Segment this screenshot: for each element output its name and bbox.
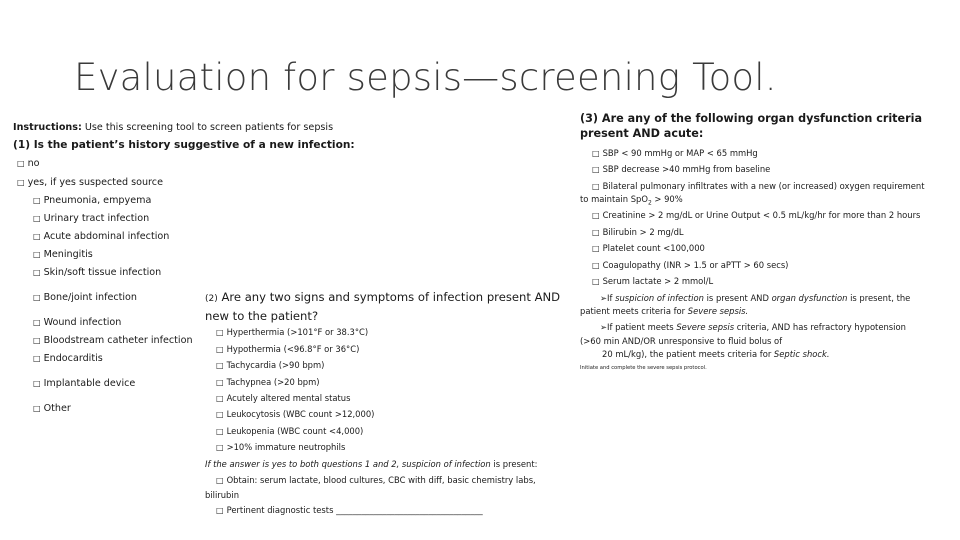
option-label: Other — [43, 403, 71, 414]
checkbox-icon: □ — [33, 293, 41, 302]
option-label: SBP < 90 mmHg or MAP < 65 mmHg — [602, 148, 758, 158]
if-text-emphasis: suspicion of infection — [401, 459, 491, 469]
source-implantable[interactable] — [33, 378, 135, 389]
checkbox-icon: □ — [592, 149, 600, 158]
note-emphasis: Severe sepsis — [676, 322, 735, 332]
checkbox-icon: □ — [216, 410, 224, 419]
criteria-sbp[interactable] — [592, 148, 758, 158]
checkbox-icon: □ — [216, 378, 224, 387]
option-label: Bloodstream catheter infection — [43, 335, 193, 346]
criteria-coagulopathy[interactable] — [592, 260, 788, 270]
source-pneumonia[interactable] — [33, 195, 151, 206]
checkbox-icon: □ — [216, 506, 224, 515]
checkbox-icon: □ — [216, 394, 224, 403]
option-label: Acute abdominal infection — [43, 231, 170, 242]
checkbox-icon: □ — [33, 354, 41, 363]
note-emphasis: suspicion of infection — [615, 293, 704, 303]
sign-leukopenia[interactable] — [216, 426, 363, 436]
option-label: Hyperthermia (>101°F or 38.3°C) — [226, 327, 369, 337]
q2-number: (2) — [205, 294, 218, 304]
source-skin[interactable] — [33, 267, 161, 278]
source-abdominal[interactable] — [33, 231, 169, 242]
checkbox-icon: □ — [592, 211, 600, 220]
option-label: Bone/joint infection — [43, 292, 137, 303]
source-wound[interactable] — [33, 317, 121, 328]
spo2-text: to maintain SpO — [580, 194, 648, 204]
sign-leukocytosis[interactable] — [216, 409, 374, 419]
sign-mental-status[interactable] — [216, 393, 350, 403]
criteria-lactate[interactable] — [592, 276, 713, 286]
source-other[interactable] — [33, 403, 71, 414]
sign-hyperthermia[interactable] — [216, 327, 368, 337]
instructions-label: Instructions: — [13, 122, 82, 133]
instructions — [13, 122, 333, 133]
option-label: >10% immature neutrophils — [226, 442, 346, 452]
option-label: Obtain: serum lactate, blood cultures, CBC with diff, basic chemistry labs, — [226, 475, 536, 485]
option-label: Leukopenia (WBC count <4,000) — [226, 426, 364, 436]
criteria-bilateral-infiltrates[interactable] — [592, 181, 925, 191]
checkbox-icon: □ — [33, 232, 41, 241]
source-endocarditis[interactable] — [33, 353, 103, 364]
option-label: Pneumonia, empyema — [43, 195, 152, 206]
checkbox-icon: □ — [592, 182, 600, 191]
note-text: patient meets criteria for — [580, 306, 688, 316]
q3-heading: (3) Are any of the following organ dysfunction criteria present AND acute: — [580, 112, 923, 140]
checkbox-icon: □ — [17, 178, 25, 187]
spo2-subscript: 2 — [647, 199, 652, 207]
instructions-text: Use this screening tool to screen patients for sepsis — [81, 122, 334, 133]
option-label: Meningitis — [43, 249, 93, 260]
q2-heading — [205, 289, 575, 325]
option-label: Serum lactate > 2 mmol/L — [602, 276, 714, 286]
option-label: Coagulopathy (INR > 1.5 or aPTT > 60 secs) — [602, 260, 789, 270]
pertinent-tests-option[interactable] — [216, 505, 483, 515]
obtain-labs-continued: bilirubin — [205, 490, 239, 500]
q1-yes-option[interactable] — [17, 177, 163, 188]
checkbox-icon: □ — [33, 196, 41, 205]
checkbox-icon: □ — [216, 476, 224, 485]
spo2-threshold: > 90% — [651, 194, 683, 204]
q2-heading-text: Are any two signs and symptoms of infection present AND new to the patient? — [205, 290, 561, 323]
option-label: Bilirubin > 2 mg/dL — [602, 227, 684, 237]
obtain-labs-option[interactable] — [216, 475, 536, 485]
checkbox-icon: □ — [592, 165, 600, 174]
source-bloodstream[interactable] — [33, 335, 193, 346]
checkbox-icon: □ — [216, 443, 224, 452]
criteria-bilateral-continued — [580, 194, 683, 207]
checkbox-icon: □ — [216, 345, 224, 354]
checkbox-icon: □ — [33, 379, 41, 388]
option-label: Skin/soft tissue infection — [43, 267, 162, 278]
note-emphasis: Severe sepsis. — [687, 306, 749, 316]
checkbox-icon: □ — [33, 250, 41, 259]
if-text-end: is present: — [490, 459, 538, 469]
checkbox-icon: □ — [592, 228, 600, 237]
note-text: is present, the — [847, 293, 911, 303]
option-label: Urinary tract infection — [43, 213, 150, 224]
option-label: Tachypnea (>20 bpm) — [226, 377, 320, 387]
severe-sepsis-note-continued — [580, 306, 748, 316]
page-title: Evaluation for sepsis—screening Tool. — [74, 56, 777, 99]
criteria-sbp-decrease[interactable] — [592, 164, 770, 174]
checkbox-icon: □ — [33, 336, 41, 345]
note-emphasis: organ dysfunction — [771, 293, 848, 303]
option-label: Endocarditis — [43, 353, 103, 364]
if-text: If the answer is yes to both questions 1 and 2, — [205, 459, 402, 469]
septic-shock-note — [600, 322, 906, 332]
sign-hypothermia[interactable] — [216, 344, 359, 354]
sign-tachypnea[interactable] — [216, 377, 320, 387]
checkbox-icon: □ — [17, 159, 25, 168]
checkbox-icon: □ — [33, 214, 41, 223]
checkbox-icon: □ — [216, 361, 224, 370]
severe-sepsis-note — [600, 293, 910, 303]
criteria-creatinine[interactable] — [592, 210, 920, 220]
option-label: no — [27, 158, 40, 169]
checkbox-icon: □ — [592, 244, 600, 253]
option-label: Acutely altered mental status — [226, 393, 351, 403]
checkbox-icon: □ — [592, 261, 600, 270]
checkbox-icon: □ — [216, 427, 224, 436]
sign-tachycardia[interactable] — [216, 360, 324, 370]
source-meningitis[interactable] — [33, 249, 93, 260]
q2-if-statement — [205, 459, 537, 469]
note-text: ➢If patient meets — [600, 322, 677, 332]
septic-shock-note-line3 — [602, 349, 830, 359]
septic-shock-note-line2: (>60 min AND/OR unresponsive to fluid bolus of — [580, 336, 783, 346]
option-label: Tachycardia (>90 bpm) — [226, 360, 325, 370]
sign-immature-neutrophils[interactable] — [216, 442, 345, 452]
option-label: Implantable device — [43, 378, 136, 389]
note-text: 20 mL/kg), the patient meets criteria for — [602, 349, 774, 359]
option-label: yes, if yes suspected source — [27, 177, 163, 188]
option-label: Platelet count <100,000 — [602, 243, 705, 253]
source-bone-joint[interactable] — [33, 292, 137, 303]
checkbox-icon: □ — [216, 328, 224, 337]
source-uti[interactable] — [33, 213, 149, 224]
checkbox-icon: □ — [33, 318, 41, 327]
option-label: Bilateral pulmonary infiltrates with a new (or increased) oxygen requirement — [602, 181, 925, 191]
option-label: Leukocytosis (WBC count >12,000) — [226, 409, 375, 419]
note-text: criteria, AND has refractory hypotension — [734, 322, 906, 332]
option-label: Wound infection — [43, 317, 122, 328]
note-emphasis: Septic shock. — [773, 349, 830, 359]
checkbox-icon: □ — [33, 268, 41, 277]
option-label: SBP decrease >40 mmHg from baseline — [602, 164, 771, 174]
criteria-platelet[interactable] — [592, 243, 705, 253]
q1-heading: (1) Is the patient’s history suggestive of a new infection: — [13, 139, 355, 151]
criteria-bilirubin[interactable] — [592, 227, 684, 237]
option-label: Pertinent diagnostic tests ___________________________________ — [226, 505, 483, 515]
checkbox-icon: □ — [592, 277, 600, 286]
note-text: is present AND — [703, 293, 772, 303]
option-label: Creatinine > 2 mg/dL or Urine Output < 0.5 mL/kg/hr for more than 2 hours — [602, 210, 921, 220]
note-text: ➢If — [600, 293, 616, 303]
option-label: Hypothermia (<96.8°F or 36°C) — [226, 344, 360, 354]
q1-no-option[interactable] — [17, 158, 40, 169]
initiate-protocol-note: Initiate and complete the severe sepsis protocol. — [580, 365, 707, 371]
checkbox-icon: □ — [33, 404, 41, 413]
